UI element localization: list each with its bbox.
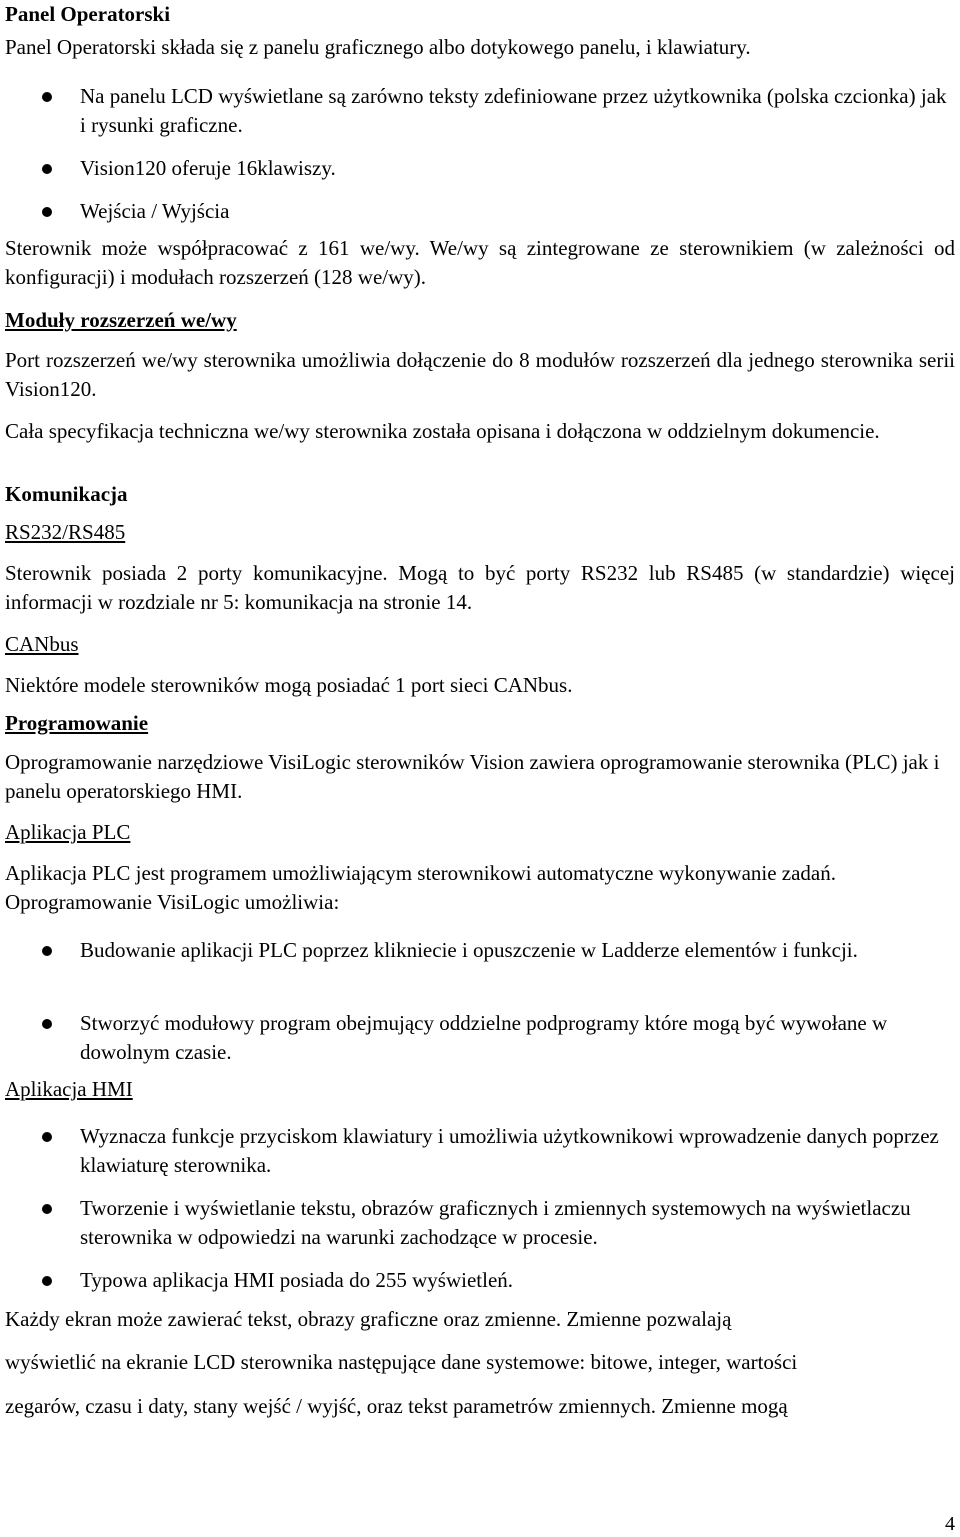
subheading-aplikacja-hmi: Aplikacja HMI: [5, 1077, 133, 1101]
list-item-panel-1: Na panelu LCD wyświetlane są zarówno teksty zdefiniowane przez użytkownika (polska czcionka) jak i rysunki graficzne.: [80, 84, 947, 137]
bullet-dot: [42, 1019, 52, 1029]
page-number: 4: [945, 1513, 955, 1535]
subheading-aplikacja-plc: Aplikacja PLC: [5, 820, 131, 844]
paragraph-final-line-3: zegarów, czasu i daty, stany wejść / wyjść, oraz tekst parametrów zmiennych. Zmienne mogą: [5, 1394, 788, 1418]
heading-panel-operatorski: Panel Operatorski: [5, 2, 171, 26]
paragraph-panel-intro: Panel Operatorski składa się z panelu graficznego albo dotykowego panelu, i klawiatury.: [5, 35, 751, 59]
bullet-dot: [42, 164, 52, 174]
bullet-dot: [42, 1204, 52, 1214]
list-item-plc-2: Stworzyć modułowy program obejmujący oddzielne podprogramy które mogą być wywołane w dowolnym czasie.: [80, 1011, 888, 1064]
paragraph-final-line-2: wyświetlić na ekranie LCD sterownika następujące dane systemowe: bitowe, integer, wartości: [5, 1350, 798, 1374]
paragraph-programowanie: Oprogramowanie narzędziowe VisiLogic sterowników Vision zawiera oprogramowanie sterownika (PLC) jak i panelu operatorskiego HMI.: [5, 750, 940, 803]
paragraph-final-line-1: Każdy ekran może zawierać tekst, obrazy graficzne oraz zmienne. Zmienne pozwalają: [5, 1307, 732, 1331]
subheading-rs232-rs485: RS232/RS485: [5, 520, 126, 544]
heading-komunikacja: Komunikacja: [5, 482, 128, 506]
paragraph-plc: Aplikacja PLC jest programem umożliwiającym sterownikowi automatyczne wykonywanie zadań. Oprogramowanie VisiLogic umożliwia:: [5, 861, 837, 914]
list-item-plc-1: Budowanie aplikacji PLC poprzez klikniecie i opuszczenie w Ladderze elementów i funkcji.: [80, 938, 858, 962]
heading-modules: Moduły rozszerzeń we/wy: [5, 308, 237, 332]
bullet-dot: [42, 1132, 52, 1142]
list-item-hmi-3: Typowa aplikacja HMI posiada do 255 wyświetleń.: [80, 1268, 514, 1292]
list-item-panel-3: Wejścia / Wyjścia: [80, 199, 230, 223]
paragraph-canbus: Niektóre modele sterowników mogą posiadać 1 port sieci CANbus.: [5, 673, 573, 697]
list-item-hmi-2: Tworzenie i wyświetlanie tekstu, obrazów graficznych i zmiennych systemowych na wyświetlaczu sterownika w odpowiedzi na warunki zachodzące w procesie.: [80, 1196, 911, 1249]
paragraph-io: Sterownik może współpracować z 161 we/wy. We/wy są zintegrowane ze sterownikiem (w zależności od konfiguracji) i modułach rozszerzeń (128 we/wy).: [5, 236, 955, 289]
paragraph-modules-1: Port rozszerzeń we/wy sterownika umożliwia dołączenie do 8 modułów rozszerzeń dla jednego sterownika serii Vision120.: [5, 348, 955, 401]
bullet-dot: [42, 946, 52, 956]
list-item-hmi-1: Wyznacza funkcje przyciskom klawiatury i umożliwia użytkownikowi wprowadzenie danych poprzez klawiaturę sterownika.: [80, 1124, 939, 1177]
heading-programowanie: Programowanie: [5, 711, 149, 735]
bullet-dot: [42, 1276, 52, 1286]
subheading-canbus: CANbus: [5, 632, 79, 656]
list-item-panel-2: Vision120 oferuje 16klawiszy.: [80, 156, 336, 180]
bullet-dot: [42, 92, 52, 102]
paragraph-rs: Sterownik posiada 2 porty komunikacyjne. Mogą to być porty RS232 lub RS485 (w standardzie) więcej informacji w rozdziale nr 5: komunikacja na stronie 14.: [5, 561, 955, 614]
bullet-dot: [42, 207, 52, 217]
paragraph-modules-2: Cała specyfikacja techniczna we/wy sterownika została opisana i dołączona w oddzielnym dokumencie.: [5, 419, 880, 443]
